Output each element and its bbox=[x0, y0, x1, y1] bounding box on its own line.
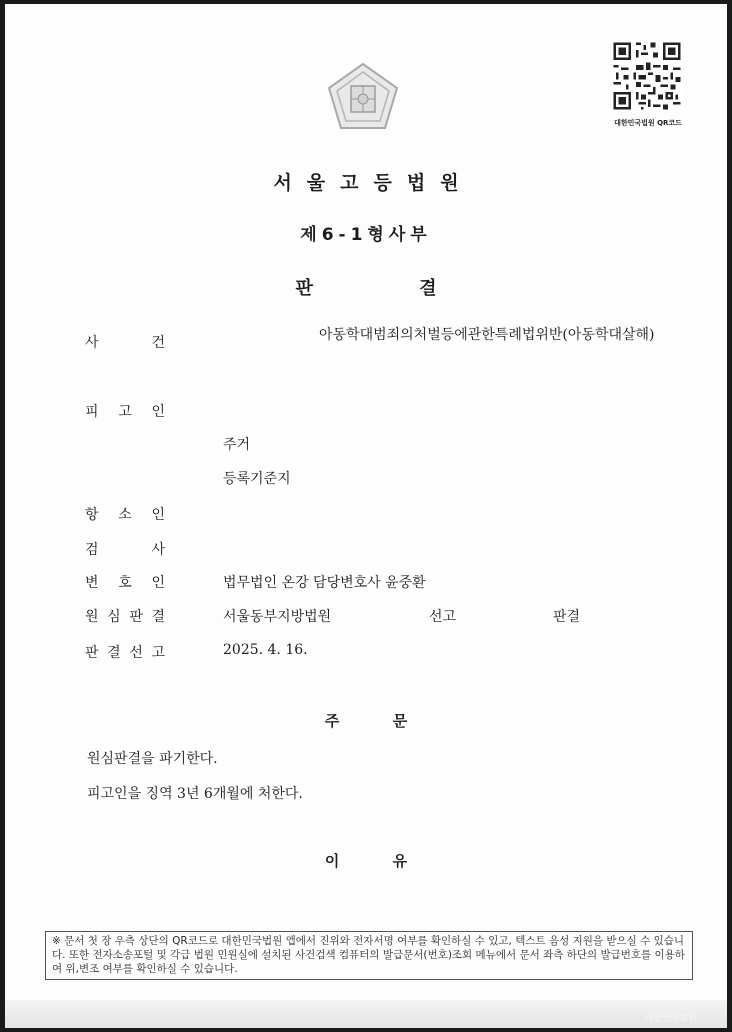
document-type: 판 결 bbox=[295, 278, 437, 299]
qr-caption: 대한민국법원 QR코드 bbox=[614, 119, 682, 127]
order-line-1: 원심판결을 파기한다. bbox=[87, 751, 218, 767]
division-name: 제6-1형사부 bbox=[300, 225, 432, 245]
judgment-date: 2025. 4. 16. bbox=[223, 642, 308, 658]
court-name: 서울고등법원 bbox=[273, 172, 474, 194]
case-value: 아동학대범죄의처벌등에관한특례법위반(아동학대살해) bbox=[319, 327, 655, 343]
original-judgment: 판결 bbox=[553, 609, 581, 625]
judgment-date-label: 판 결 선 고 bbox=[85, 645, 165, 661]
prosecutor-label: 검 사 bbox=[85, 542, 165, 558]
verification-notice: ※ 문서 첫 장 우측 상단의 QR코드로 대한민국법원 앱에서 진위와 전자서명 여부를 확인하실 수 있고, 텍스트 음성 지원을 받으실 수 있습니다. 또한 전자소송포털 및 각급 법원 민원실에 설치된 사건검색 컴퓨터의 발급문서(번호)조회 메뉴에서 문서 좌측 하단의 발급번호를 이용하여 위,변조 여부를 확인하실 수 있습니다. bbox=[45, 931, 693, 980]
order-title: 주 문 bbox=[324, 712, 408, 730]
original-judgment-label: 원 심 판 결 bbox=[85, 609, 165, 625]
document-page bbox=[5, 4, 727, 1028]
court-emblem-icon bbox=[323, 58, 403, 134]
original-court: 서울동부지방법원 bbox=[223, 609, 332, 625]
original-pronounce: 선고 bbox=[429, 609, 457, 625]
defendant-label: 피 고 인 bbox=[85, 404, 165, 420]
registered-domicile-label: 등록기준지 bbox=[223, 471, 291, 487]
case-label: 사 건 bbox=[85, 335, 165, 351]
counsel-value: 법무법인 온강 담당변호사 윤중환 bbox=[223, 575, 426, 591]
reasons-title: 이 유 bbox=[324, 852, 408, 870]
appellant-label: 항 소 인 bbox=[85, 507, 165, 523]
counsel-label: 변 호 인 bbox=[85, 575, 165, 591]
address-label: 주거 bbox=[223, 437, 251, 453]
qr-code-icon bbox=[611, 40, 683, 112]
bottom-strip bbox=[5, 1000, 727, 1028]
order-line-2: 피고인을 징역 3년 6개월에 처한다. bbox=[87, 786, 303, 802]
footer-strip-label: 대한민국법원 bbox=[644, 1014, 697, 1024]
